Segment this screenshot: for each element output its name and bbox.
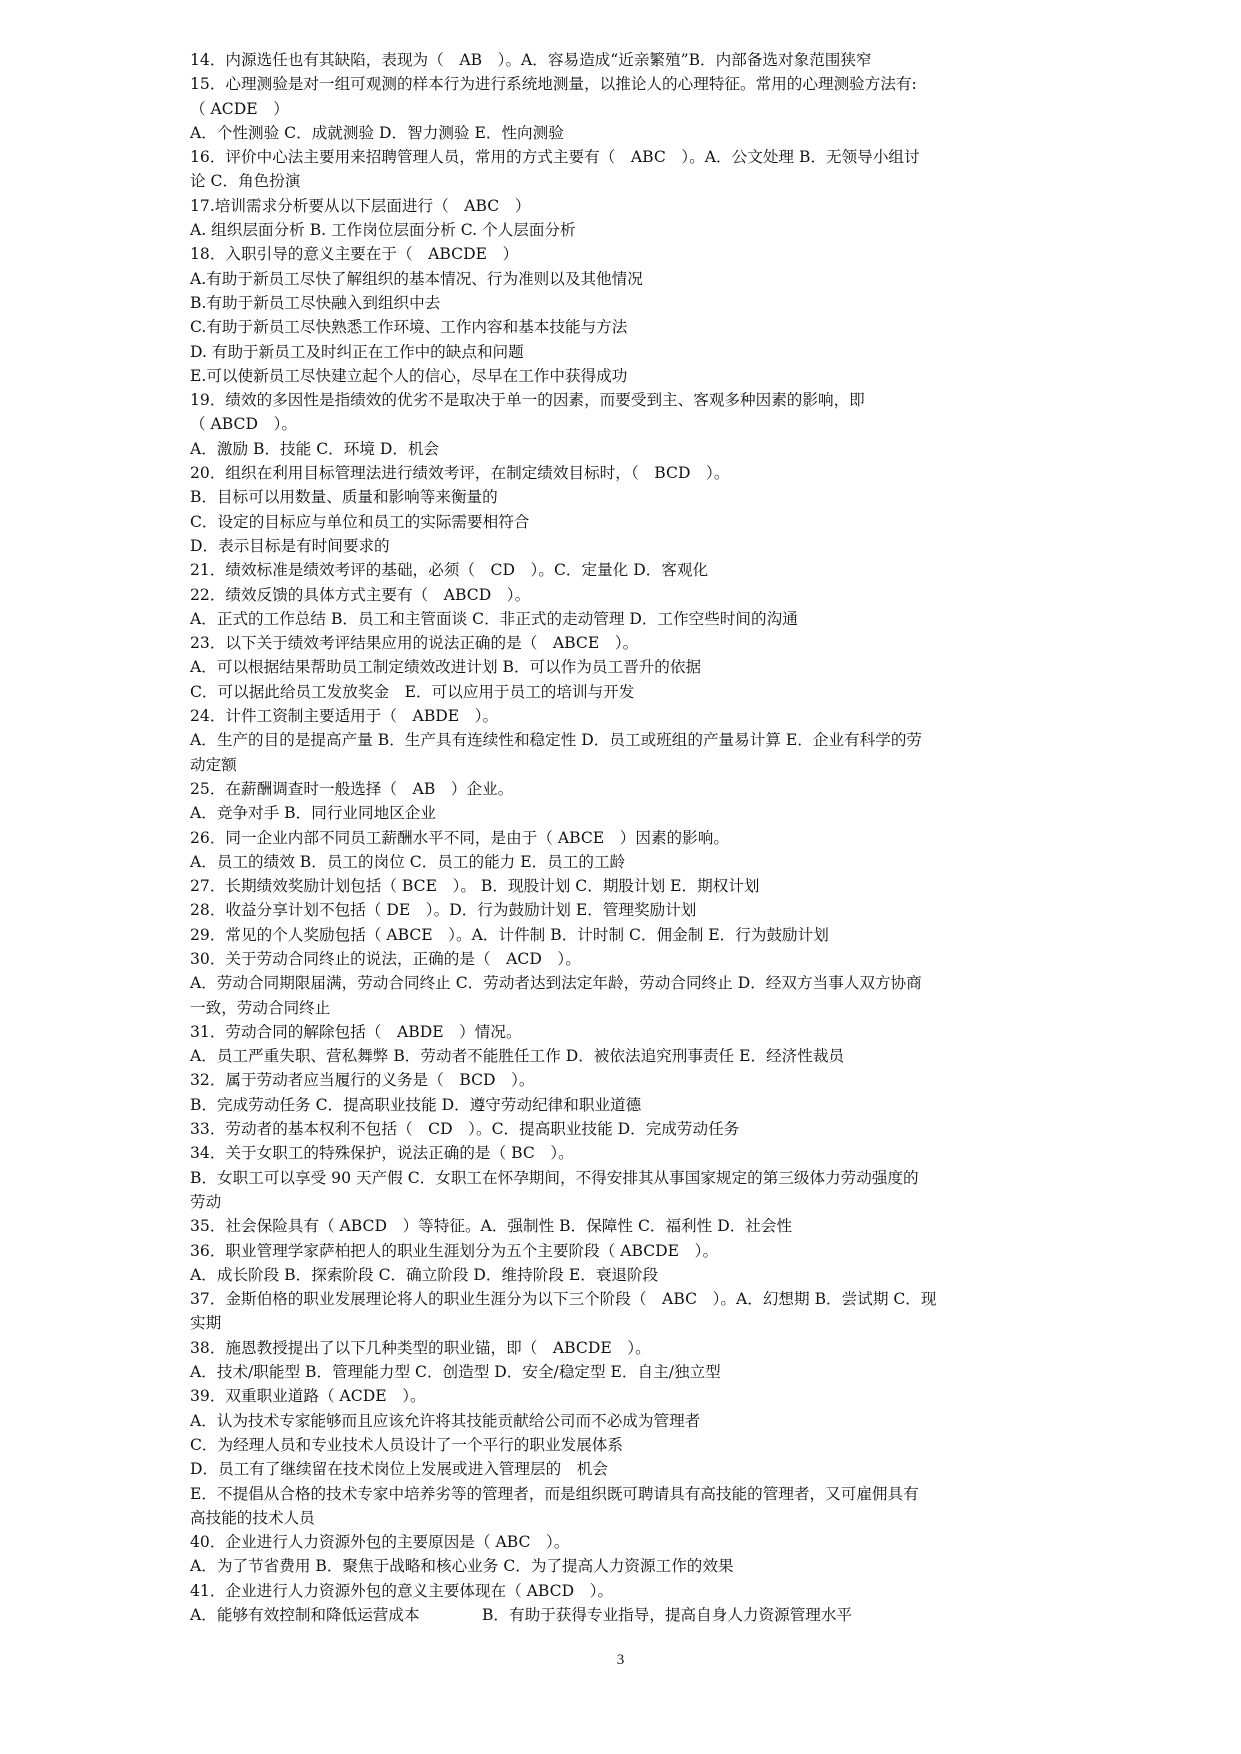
- text-line: 劳动: [190, 1192, 222, 1211]
- text-line: E．不提倡从合格的技术专家中培养劣等的管理者，而是组织既可聘请具有高技能的管理者，又可雇佣具有: [190, 1484, 919, 1503]
- text-line: A．劳动合同期限届满，劳动合同终止 C．劳动者达到法定年龄，劳动合同终止 D．经双方当事人双方协商: [190, 974, 922, 993]
- text-line: 37．金斯伯格的职业发展理论将人的职业生涯分为以下三个阶段（ ABC ）。A．幻想期 B．尝试期 C．现: [190, 1290, 937, 1309]
- text-line: 实期: [190, 1314, 222, 1333]
- text-line: 26．同一企业内部不同员工薪酬水平不同，是由于（ ABCE ）因素的影响。: [190, 828, 729, 847]
- text-line: A．为了节省费用 B．聚焦于战略和核心业务 C．为了提高人力资源工作的效果: [190, 1557, 734, 1576]
- text-line: 29．常见的个人奖励包括（ ABCE ）。A．计件制 B．计时制 C．佣金制 E．行为鼓励计划: [190, 925, 829, 944]
- text-line: B．完成劳动任务 C．提高职业技能 D．遵守劳动纪律和职业道德: [190, 1095, 642, 1114]
- text-line: C.有助于新员工尽快熟悉工作环境、工作内容和基本技能与方法: [190, 318, 628, 337]
- text-line: D．员工有了继续留在技术岗位上发展或进入管理层的 机会: [190, 1460, 608, 1479]
- text-line: 39．双重职业道路（ ACDE ）。: [190, 1387, 426, 1406]
- text-line: 30．关于劳动合同终止的说法，正确的是（ ACD ）。: [190, 949, 581, 968]
- text-line: 16．评价中心法主要用来招聘管理人员，常用的方式主要有（ ABC ）。A．公文处理 B．无领导小组讨: [190, 148, 920, 167]
- text-line: 31．劳动合同的解除包括（ ABDE ）情况。: [190, 1022, 522, 1041]
- text-line: A．正式的工作总结 B．员工和主管面谈 C．非正式的走动管理 D．工作空些时间的沟通: [190, 609, 798, 628]
- text-line: 18．入职引导的意义主要在于（ ABCDE ）: [190, 245, 519, 264]
- text-line: B．目标可以用数量、质量和影响等来衡量的: [190, 488, 498, 507]
- text-line: 28．收益分享计划不包括（ DE ）。D．行为鼓励计划 E．管理奖励计划: [190, 901, 697, 920]
- text-line: A．员工严重失职、营私舞弊 B．劳动者不能胜任工作 D．被依法追究刑事责任 E．经济性裁员: [190, 1047, 845, 1066]
- text-line: 33．劳动者的基本权利不包括（ CD ）。C．提高职业技能 D．完成劳动任务: [190, 1120, 740, 1139]
- text-line: 14．内源选任也有其缺陷，表现为（ AB ）。A．容易造成“近亲繁殖”B．内部备选对象范围狭窄: [190, 51, 872, 69]
- text-line: 27．长期绩效奖励计划包括（ BCE ）。 B．现股计划 C．期股计划 E．期权计划: [190, 877, 760, 896]
- text-line: 一致，劳动合同终止: [190, 998, 331, 1017]
- text-line: A．员工的绩效 B．员工的岗位 C．员工的能力 E．员工的工龄: [190, 852, 626, 871]
- text-line: B．女职工可以享受 90 天产假 C．女职工在怀孕期间，不得安排其从事国家规定的第三级体力劳动强度的: [190, 1168, 919, 1187]
- text-line: 动定额: [190, 755, 237, 774]
- text-line: A．生产的目的是提高产量 B．生产具有连续性和稳定性 D．员工或班组的产量易计算 E．企业有科学的劳: [190, 731, 923, 750]
- text-line: 40．企业进行人力资源外包的主要原因是（ ABC ）。: [190, 1533, 570, 1552]
- text-line: 高技能的技术人员: [190, 1508, 315, 1527]
- text-line: 20．组织在利用目标管理法进行绩效考评，在制定绩效目标时，（ BCD ）。: [190, 464, 730, 483]
- text-line: D. 有助于新员工及时纠正在工作中的缺点和问题: [190, 342, 524, 361]
- text-line: A. 组织层面分析 B. 工作岗位层面分析 C. 个人层面分析: [190, 221, 576, 240]
- text-line: A．能够有效控制和降低运营成本 B．有助于获得专业指导，提高自身人力资源管理水平: [190, 1606, 853, 1624]
- text-line: 23．以下关于绩效考评结果应用的说法正确的是（ ABCE ）。: [190, 634, 639, 653]
- text-line: A．竞争对手 B．同行业同地区企业: [190, 804, 436, 823]
- text-line: 21．绩效标准是绩效考评的基础，必须（ CD ）。C．定量化 D．客观化: [190, 561, 709, 580]
- text-line: （ ABCD ）。: [190, 415, 297, 434]
- text-line: （ ACDE ）: [190, 99, 289, 118]
- text-line: 25．在薪酬调查时一般选择（ AB ）企业。: [190, 779, 514, 798]
- text-line: 35．社会保险具有（ ABCD ）等特征。A．强制性 B．保障性 C．福利性 D．社会性: [190, 1217, 793, 1236]
- text-line: 34．关于女职工的特殊保护，说法正确的是（ BC ）。: [190, 1144, 574, 1163]
- text-line: 论 C．角色扮演: [190, 172, 301, 191]
- text-line: A．技术/职能型 B．管理能力型 C．创造型 D．安全/稳定型 E．自主/独立型: [190, 1363, 721, 1382]
- page-number: 3: [616, 1652, 625, 1668]
- text-line: A．成长阶段 B．探索阶段 C．确立阶段 D．维持阶段 E．衰退阶段: [190, 1265, 659, 1284]
- text-line: 41．企业进行人力资源外包的意义主要体现在（ ABCD ）。: [190, 1581, 614, 1600]
- text-line: A．激励 B．技能 C．环境 D．机会: [190, 439, 440, 458]
- text-line: A．可以根据结果帮助员工制定绩效改进计划 B．可以作为员工晋升的依据: [190, 658, 702, 677]
- text-line: 22．绩效反馈的具体方式主要有（ ABCD ）。: [190, 585, 531, 604]
- text-line: E.可以使新员工尽快建立起个人的信心，尽早在工作中获得成功: [190, 366, 628, 385]
- text-line: A．个性测验 C．成就测验 D．智力测验 E．性向测验: [190, 123, 564, 142]
- text-line: 32．属于劳动者应当履行的义务是（ BCD ）。: [190, 1071, 535, 1090]
- text-line: 17.培训需求分析要从以下层面进行（ ABC ）: [190, 196, 531, 215]
- text-line: C．设定的目标应与单位和员工的实际需要相符合: [190, 512, 530, 531]
- text-line: 24．计件工资制主要适用于（ ABDE ）。: [190, 707, 499, 726]
- text-line: A．认为技术专家能够而且应该允许将其技能贡献给公司而不必成为管理者: [190, 1411, 701, 1430]
- text-line: 36．职业管理学家萨柏把人的职业生涯划分为五个主要阶段（ ABCDE ）。: [190, 1241, 719, 1260]
- text-line: A.有助于新员工尽快了解组织的基本情况、行为准则以及其他情况: [190, 269, 643, 288]
- text-line: D．表示目标是有时间要求的: [190, 536, 390, 555]
- text-line: C．可以据此给员工发放奖金 E．可以应用于员工的培训与开发: [190, 682, 635, 701]
- document-body: [190, 48, 1080, 1627]
- text-line: C．为经理人员和专业技术人员设计了一个平行的职业发展体系: [190, 1435, 623, 1454]
- text-line: 19．绩效的多因性是指绩效的优劣不是取决于单一的因素，而要受到主、客观多种因素的影响，即: [190, 391, 865, 410]
- text-line: 15．心理测验是对一组可观测的样本行为进行系统地测量，以推论人的心理特征。常用的心理测验方法有:: [190, 75, 917, 94]
- text-line: 38．施恩教授提出了以下几种类型的职业锚，即（ ABCDE ）。: [190, 1338, 651, 1357]
- text-line: B.有助于新员工尽快融入到组织中去: [190, 293, 441, 312]
